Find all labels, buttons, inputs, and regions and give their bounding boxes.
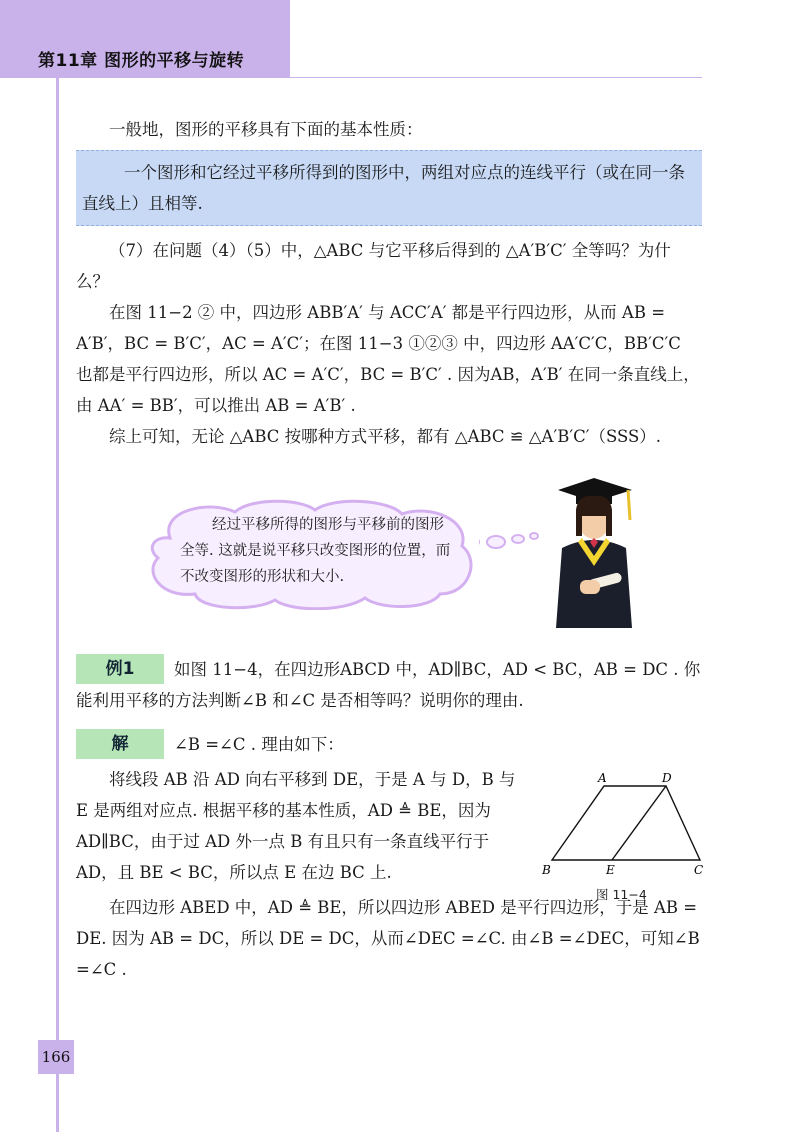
graduate-girl-illustration (548, 476, 640, 628)
page-number: 166 (38, 1040, 74, 1074)
vertex-label-d: D (662, 771, 672, 785)
left-margin-rule (56, 78, 59, 1132)
example-text: 如图 11−4，在四边形ABCD 中，AD∥BC，AD < BC，AB = DC . 你能利用平移的方法判断∠B 和∠C 是否相等吗？说明你的理由. (76, 660, 701, 710)
figure-caption: 图 11−4 (596, 887, 647, 902)
thought-bubbles (484, 528, 544, 552)
question-7: （7）在问题（4）（5）中，△ABC 与它平移后得到的 △A′B′C′ 全等吗？为什么？ (76, 241, 671, 291)
chapter-title: 第11章 图形的平移与旋转 (38, 51, 245, 71)
header-divider (290, 77, 702, 78)
vertex-label-c: C (694, 863, 704, 877)
solution-body: 将线段 AB 沿 AD 向右平移到 DE，于是 A 与 D，B 与 E 是两组对应点. 根据平移的基本性质，AD ≜ BE，因为 AD∥BC，由于过 AD 外一点 B 有且只有一条直线平行于 AD，且 BE < BC，所以点 E 在边 BC 上. (76, 770, 516, 882)
intro-paragraph: 一般地，图形的平移具有下面的基本性质： (109, 120, 423, 139)
cloud-text: 经过平移所得的图形与平移前的图形全等. 这就是说平移只改变图形的位置，而不改变图形的形状和大小. (180, 517, 451, 585)
solution-label: 解 (76, 729, 164, 759)
solution-end: 在四边形 ABED 中，AD ≜ BE，所以四边形 ABED 是平行四边形，于是 AB = DE. 因为 AB = DC，所以 DE = DC，从而∠DEC =∠C. 由∠B =∠DEC，可知∠B =∠C . (76, 898, 700, 979)
example-label: 例1 (76, 654, 164, 684)
solution-first-line: ∠B =∠C . 理由如下： (174, 735, 344, 754)
property-box (76, 150, 702, 226)
vertex-label-a: A (598, 771, 607, 785)
property-text: 一个图形和它经过平移所得到的图形中，两组对应点的连线平行（或在同一条直线上）且相等. (82, 163, 685, 213)
analysis-paragraph: 在图 11−2 ② 中，四边形 ABB′A′ 与 ACC′A′ 都是平行四边形，从而 AB = A′B′，BC = B′C′，AC = A′C′；在图 11−3 ①②③ 中，四边形 AA′C′C，BB′C′C 也都是平行四边形，所以 AC = A′C′，BC = B′C′ . 因为AB，A′B′ 在同一条直线上，由 AA′ = BB′，可以推出 AB = A′B′ . (76, 303, 700, 415)
conclusion-paragraph: 综上可知，无论 △ABC 按哪种方式平移，都有 △ABC ≌ △A′B′C′（SSS）. (109, 427, 662, 446)
vertex-label-b: B (542, 863, 551, 877)
vertex-label-e: E (606, 863, 615, 877)
